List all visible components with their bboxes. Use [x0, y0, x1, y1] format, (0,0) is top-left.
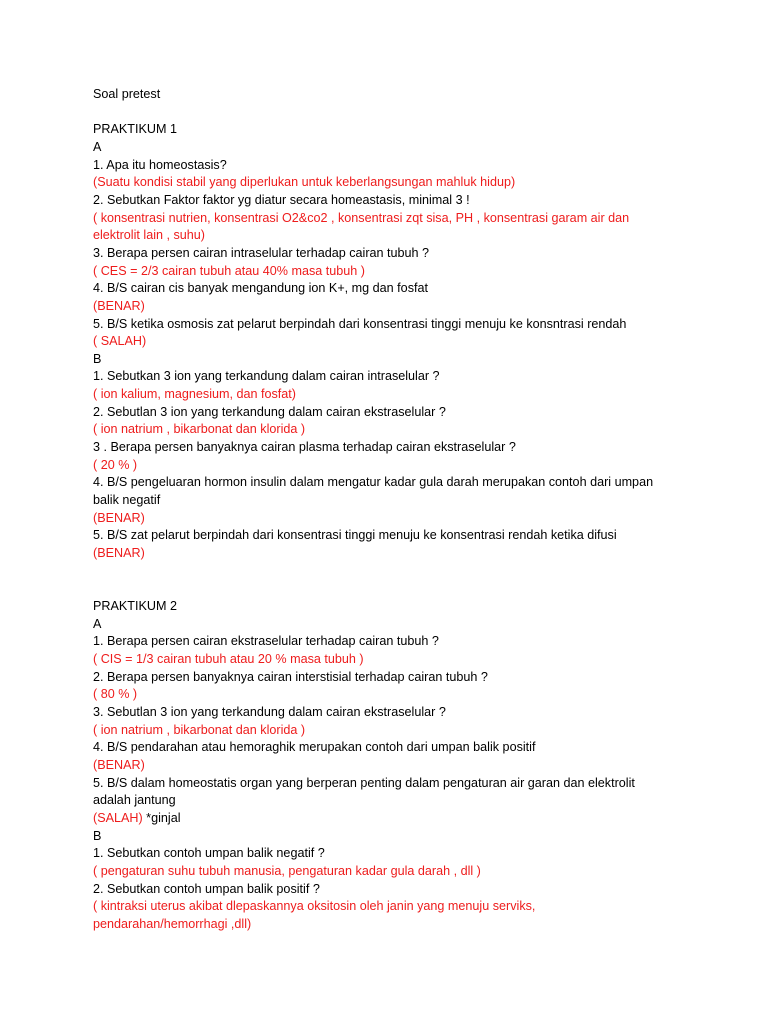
answer: (BENAR)	[93, 757, 145, 772]
question: 1. Berapa persen cairan ekstraselular terhadap cairan tubuh ?	[93, 634, 439, 649]
answer: ( 80 % )	[93, 687, 138, 702]
answer: ( pengaturan suhu tubuh manusia, pengaturan kadar gula darah , dll )	[93, 863, 481, 878]
section-b-label: B	[93, 351, 102, 366]
answer: (BENAR)	[93, 546, 145, 561]
answer: ( CES = 2/3 cairan tubuh atau 40% masa tubuh )	[93, 263, 365, 278]
question: 3 . Berapa persen banyaknya cairan plasma terhadap cairan ekstraselular ?	[93, 440, 516, 455]
question: 2. Sebutkan contoh umpan balik positif ?	[93, 881, 320, 896]
answer: (Suatu kondisi stabil yang diperlukan untuk keberlangsungan mahluk hidup)	[93, 175, 516, 190]
question: 5. B/S zat pelarut berpindah dari konsentrasi tinggi menuju ke konsentrasi rendah ketika difusi	[93, 528, 617, 543]
answer: ( kintraksi uterus akibat dlepaskannya oksitosin oleh janin yang menuju serviks,	[93, 899, 536, 914]
question: 5. B/S dalam homeostatis organ yang berperan penting dalam pengaturan air garan dan elektrolit	[93, 775, 635, 790]
answer: ( ion kalium, magnesium, dan fosfat)	[93, 387, 296, 402]
answer: ( ion natrium , bikarbonat dan klorida )	[93, 722, 306, 737]
spacer	[93, 563, 683, 598]
question: 1. Sebutkan contoh umpan balik negatif ?	[93, 846, 325, 861]
question: 1. Sebutkan 3 ion yang terkandung dalam cairan intraselular ?	[93, 369, 440, 384]
question: adalah jantung	[93, 793, 176, 808]
answer: (BENAR)	[93, 298, 145, 313]
document-body	[93, 86, 683, 933]
answer: (SALAH)	[93, 810, 143, 825]
question: 1. Apa itu homeostasis?	[93, 157, 227, 172]
praktikum-2-heading: PRAKTIKUM 2	[93, 599, 177, 613]
answer: ( SALAH)	[93, 334, 147, 349]
answer: ( CIS = 1/3 cairan tubuh atau 20 % masa tubuh )	[93, 651, 364, 666]
answer: ( konsentrasi nutrien, konsentrasi O2&co2 , konsentrasi zqt sisa, PH , konsentrasi garam air dan	[93, 210, 630, 225]
section-a-label: A	[93, 616, 102, 631]
section-a-label: A	[93, 139, 102, 154]
question: 2. Sebutkan Faktor faktor yg diatur secara homeastasis, minimal 3 !	[93, 192, 470, 207]
question: 4. B/S pengeluaran hormon insulin dalam mengatur kadar gula darah merupakan contoh dari umpan	[93, 475, 654, 490]
question: 3. Berapa persen cairan intraselular terhadap cairan tubuh ?	[93, 245, 430, 260]
answer: pendarahan/hemorrhagi ,dll)	[93, 916, 252, 931]
praktikum-1-heading: PRAKTIKUM 1	[93, 122, 177, 137]
question: 4. B/S pendarahan atau hemoraghik merupakan contoh dari umpan balik positif	[93, 740, 536, 755]
document-title: Soal pretest	[93, 87, 161, 101]
question: 2. Sebutlan 3 ion yang terkandung dalam cairan ekstraselular ?	[93, 404, 446, 419]
answer: ( 20 % )	[93, 457, 138, 472]
question: 2. Berapa persen banyaknya cairan interstisial terhadap cairan tubuh ?	[93, 669, 488, 684]
question: balik negatif	[93, 493, 161, 508]
answer: (BENAR)	[93, 510, 145, 525]
answer-note: *ginjal	[142, 810, 181, 825]
section-b-label: B	[93, 828, 102, 843]
answer: elektrolit lain , suhu)	[93, 228, 205, 243]
answer-with-note	[93, 810, 683, 828]
answer: ( ion natrium , bikarbonat dan klorida )	[93, 422, 306, 437]
spacer	[93, 104, 683, 122]
question: 5. B/S ketika osmosis zat pelarut berpindah dari konsentrasi tinggi menuju ke konsntrasi rendah	[93, 316, 627, 331]
question: 4. B/S cairan cis banyak mengandung ion K+, mg dan fosfat	[93, 281, 428, 296]
question: 3. Sebutlan 3 ion yang terkandung dalam cairan ekstraselular ?	[93, 704, 446, 719]
